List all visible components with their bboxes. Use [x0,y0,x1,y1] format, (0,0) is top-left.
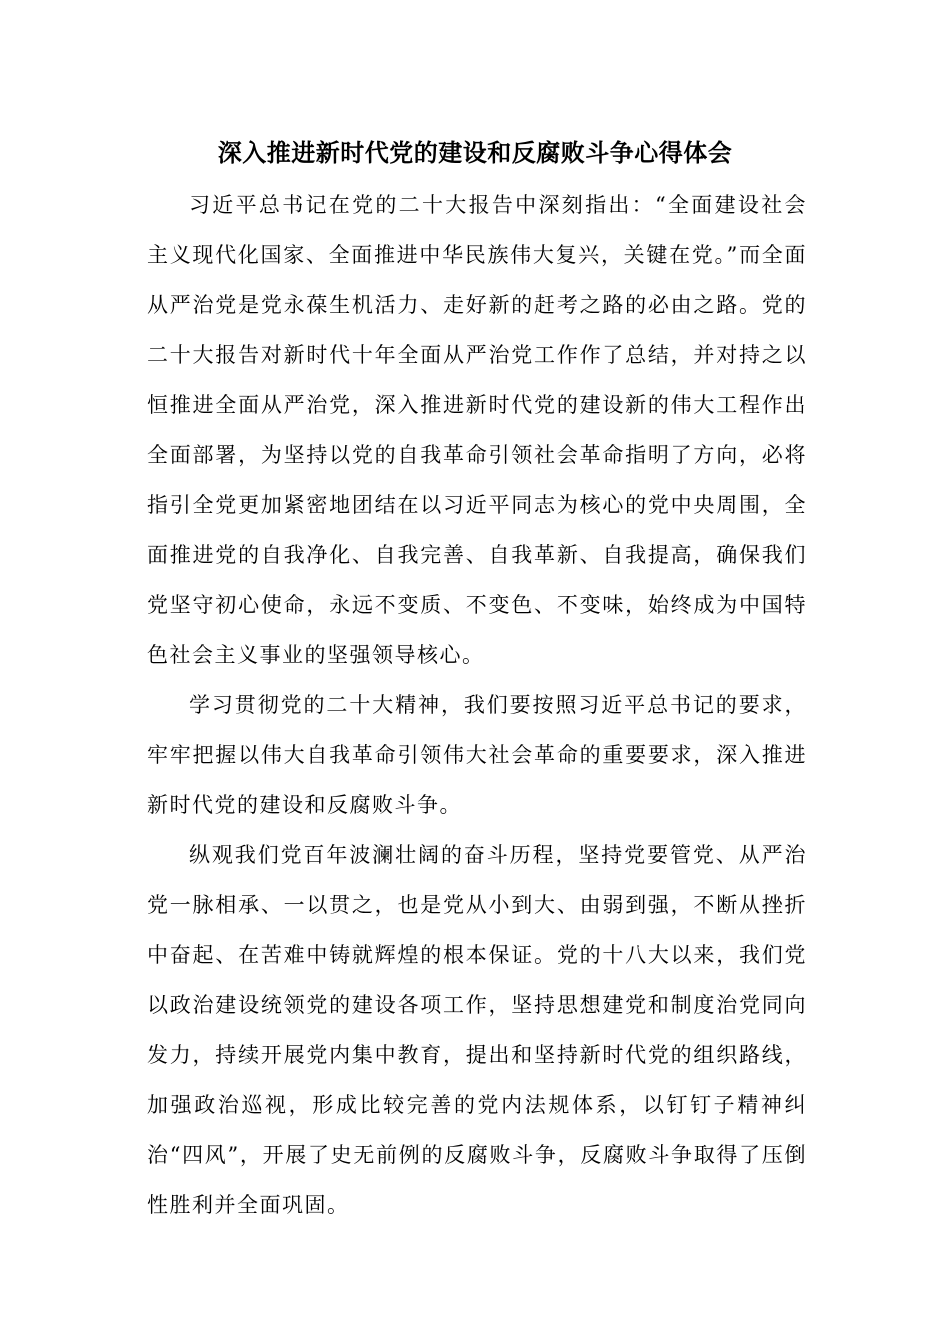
paragraph-3: 纵观我们党百年波澜壮阔的奋斗历程，坚持党要管党、从严治党一脉相承、一以贯之，也是党从小到大、由弱到强，不断从挫折中奋起、在苦难中铸就辉煌的根本保证。党的十八大以来，我们党以政治建设统领党的建设各项工作，坚持思想建党和制度治党同向发力，持续开展党内集中教育，提出和坚持新时代党的组织路线，加强政治巡视，形成比较完善的党内法规体系，以钉钉子精神纠治“四风”，开展了史无前例的反腐败斗争，反腐败斗争取得了压倒性胜利并全面巩固。 [147,843,807,1217]
paragraph-2: 学习贯彻党的二十大精神，我们要按照习近平总书记的要求，牢牢把握以伟大自我革命引领伟大社会革命的重要要求，深入推进新时代党的建设和反腐败斗争。 [147,693,807,817]
paragraph-1: 习近平总书记在党的二十大报告中深刻指出：“全面建设社会主义现代化国家、全面推进中华民族伟大复兴，关键在党。”而全面从严治党是党永葆生机活力、走好新的赶考之路的必由之路。党的二十大报告对新时代十年全面从严治党工作作了总结，并对持之以恒推进全面从严治党，深入推进新时代党的建设新的伟大工程作出全面部署，为坚持以党的自我革命引领社会革命指明了方向，必将指引全党更加紧密地团结在以习近平同志为核心的党中央周围，全面推进党的自我净化、自我完善、自我革新、自我提高，确保我们党坚守初心使命，永远不变质、不变色、不变味，始终成为中国特色社会主义事业的坚强领导核心。 [147,193,807,667]
document-title: 深入推进新时代党的建设和反腐败斗争心得体会 [217,138,733,167]
document-body [147,180,807,1230]
